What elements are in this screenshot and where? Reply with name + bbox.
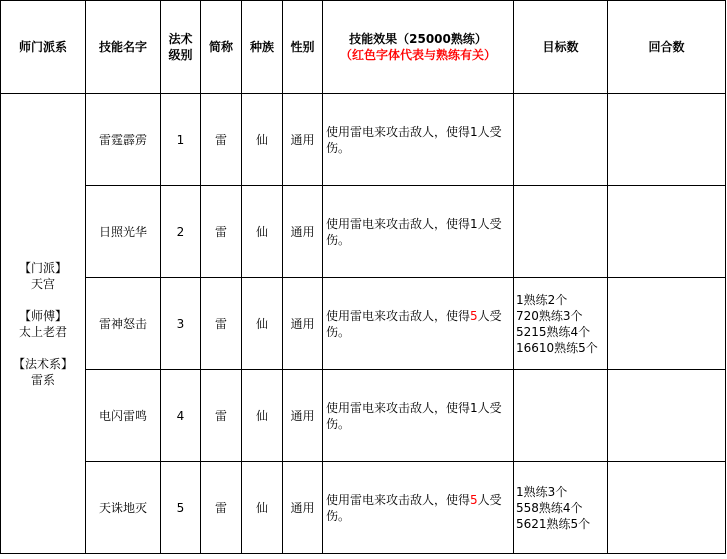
target-line: 558熟练4个 (516, 500, 583, 515)
effect-text: 使用雷电来攻击敌人，使得 (326, 308, 471, 323)
header-gender: 性别 (283, 1, 323, 94)
header-level (161, 1, 201, 94)
targets-cell (514, 186, 608, 278)
short-cell: 雷 (201, 278, 242, 370)
short-cell: 雷 (201, 370, 242, 462)
target-line: 5621熟练5个 (516, 516, 591, 531)
target-line: 5215熟练4个 (516, 324, 591, 339)
effect-count: 1 (470, 124, 478, 139)
race-cell: 仙 (242, 278, 283, 370)
header-effect-note: （红色字体代表与熟练有关） (339, 48, 496, 62)
short-cell: 雷 (201, 186, 242, 278)
rounds-cell (608, 462, 726, 554)
race-cell: 仙 (242, 370, 283, 462)
target-line: 1熟练2个 (516, 292, 568, 307)
level-cell: 3 (161, 278, 201, 370)
short-cell: 雷 (201, 462, 242, 554)
header-effect-title: 技能效果（25000熟练） (349, 32, 487, 46)
gender-cell: 通用 (283, 370, 323, 462)
short-cell: 雷 (201, 94, 242, 186)
effect-text: 使用雷电来攻击敌人，使得 (326, 124, 471, 139)
effect-text: 使用雷电来攻击敌人，使得 (326, 216, 471, 231)
level-cell: 5 (161, 462, 201, 554)
gender-cell: 通用 (283, 462, 323, 554)
targets-cell (514, 278, 608, 370)
header-rounds: 回合数 (608, 1, 726, 94)
race-cell: 仙 (242, 462, 283, 554)
table-row (1, 278, 726, 370)
rounds-cell (608, 370, 726, 462)
header-school: 师门派系 (1, 1, 86, 94)
header-targets: 目标数 (514, 1, 608, 94)
gender-cell: 通用 (283, 186, 323, 278)
header-level-line2: 级别 (168, 48, 193, 62)
effect-suffix: 人受伤。 (326, 216, 502, 247)
effect-count: 5 (470, 492, 478, 507)
table-row (1, 462, 726, 554)
type-value: 雷系 (30, 372, 55, 387)
effect-suffix: 人受伤。 (326, 492, 502, 523)
targets-cell (514, 94, 608, 186)
effect-suffix: 人受伤。 (326, 400, 502, 431)
skill-name-cell: 电闪雷鸣 (86, 370, 161, 462)
header-row (1, 1, 726, 94)
level-cell: 4 (161, 370, 201, 462)
effect-cell (323, 94, 514, 186)
targets-cell (514, 462, 608, 554)
race-cell: 仙 (242, 94, 283, 186)
effect-suffix: 人受伤。 (326, 124, 502, 155)
table-row (1, 186, 726, 278)
gender-cell: 通用 (283, 278, 323, 370)
type-label: 【法术系】 (12, 356, 73, 371)
effect-cell (323, 370, 514, 462)
skill-name-cell: 天诛地灭 (86, 462, 161, 554)
effect-cell (323, 278, 514, 370)
rounds-cell (608, 94, 726, 186)
header-short: 简称 (201, 1, 242, 94)
skill-name-cell: 日照光华 (86, 186, 161, 278)
rounds-cell (608, 186, 726, 278)
target-line: 720熟练3个 (516, 308, 583, 323)
sect-label: 【门派】 (18, 260, 67, 275)
effect-text: 使用雷电来攻击敌人，使得 (326, 400, 471, 415)
targets-cell (514, 370, 608, 462)
effect-count: 1 (470, 216, 478, 231)
gender-cell: 通用 (283, 94, 323, 186)
level-cell: 1 (161, 94, 201, 186)
target-line: 1熟练3个 (516, 484, 568, 499)
header-race: 种族 (242, 1, 283, 94)
sect-value: 天宫 (30, 276, 55, 291)
header-effect (323, 1, 514, 94)
target-line: 16610熟练5个 (516, 340, 598, 355)
level-cell: 2 (161, 186, 201, 278)
effect-cell (323, 462, 514, 554)
effect-count: 5 (470, 308, 478, 323)
table-row (1, 94, 726, 186)
rounds-cell (608, 278, 726, 370)
effect-text: 使用雷电来攻击敌人，使得 (326, 492, 471, 507)
effect-count: 1 (470, 400, 478, 415)
header-level-line1: 法术 (168, 32, 193, 46)
master-value: 太上老君 (18, 324, 67, 339)
effect-cell (323, 186, 514, 278)
effect-suffix: 人受伤。 (326, 308, 502, 339)
header-skill-name: 技能名字 (86, 1, 161, 94)
skill-name-cell: 雷霆霹雳 (86, 94, 161, 186)
skill-name-cell: 雷神怒击 (86, 278, 161, 370)
school-cell (1, 94, 86, 554)
race-cell: 仙 (242, 186, 283, 278)
master-label: 【师傅】 (18, 308, 67, 323)
table-row (1, 370, 726, 462)
